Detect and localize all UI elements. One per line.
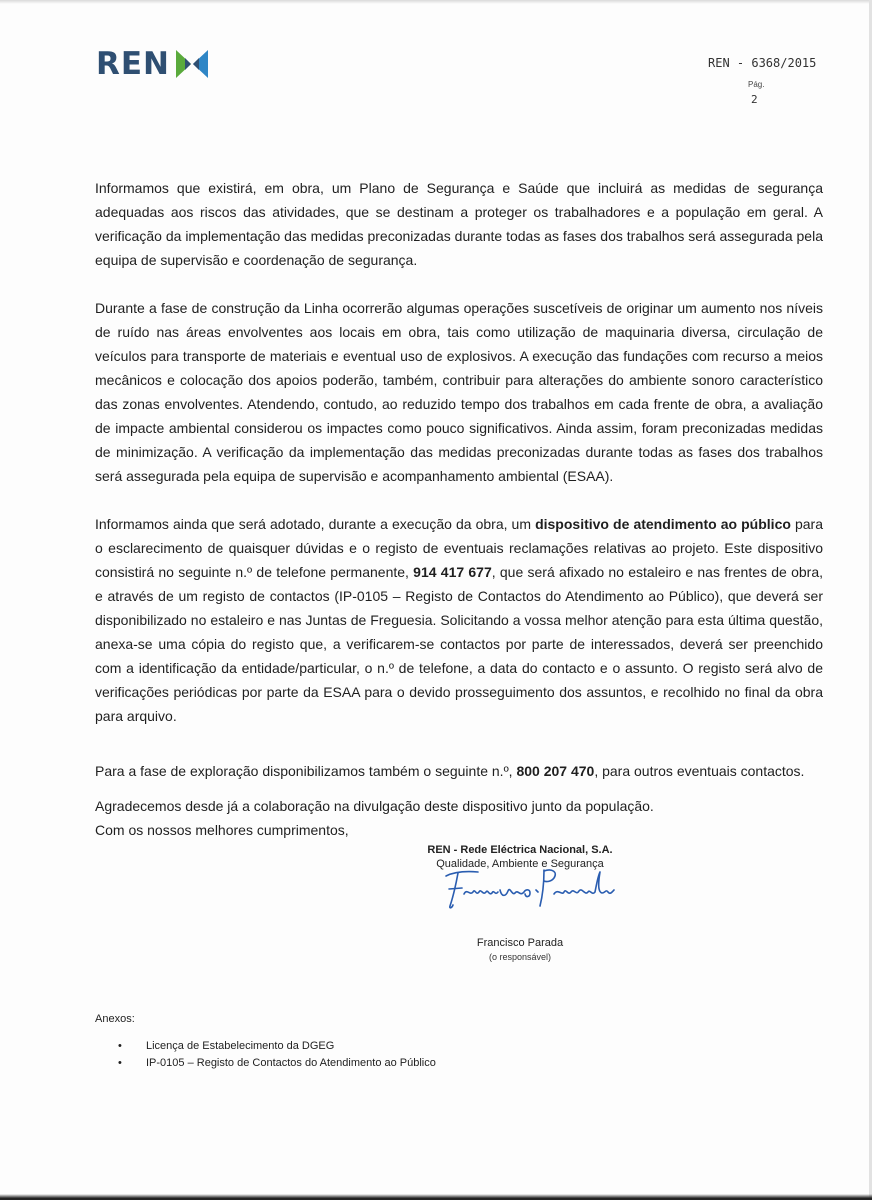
annexes-title: Anexos: — [95, 1013, 135, 1025]
paragraph-thanks: Agradecemos desde já a colaboração na divulgação deste dispositivo junto da população. — [95, 798, 654, 814]
phone-number-exploration: 800 207 470 — [516, 763, 595, 779]
scan-edge-top — [0, 0, 872, 4]
signature-department: Qualidade, Ambiente e Segurança — [436, 858, 604, 870]
phone-number-permanent: 914 417 677 — [413, 564, 492, 580]
closing-salutation: Com os nossos melhores cumprimentos, — [95, 822, 349, 838]
page-label: Pág. — [748, 80, 765, 89]
annex-item-label: IP-0105 – Registo de Contactos do Atendimento ao Público — [146, 1057, 436, 1069]
text-run: Para a fase de exploração disponibilizamos também o seguinte n.º, — [95, 763, 517, 779]
text-run: para o esclarecimento de quaisquer dúvidas e o registo de eventuais reclamações relativas ao projeto. Este dispositivo consistirá no seguinte n.º de telefone permanente, — [95, 516, 823, 580]
list-item — [118, 1055, 436, 1072]
bullet: • — [118, 1057, 122, 1069]
highlight-public-service: dispositivo de atendimento ao público — [535, 516, 791, 532]
signatory-role: (o responsável) — [488, 952, 552, 962]
page-number: 2 — [751, 93, 758, 106]
signature-company: REN - Rede Eléctrica Nacional, S.A. — [427, 844, 613, 856]
paragraph-exploration-contact — [95, 759, 823, 783]
ren-bowtie-icon — [176, 50, 208, 78]
text-run: , que será afixado no estaleiro e nas frentes de obra, e através de um registo de contactos (IP-0105 – Registo de Contactos do Atendimento ao Público), que deverá ser disponibilizado no estaleiro e nas Juntas de Freguesia. Solicitando a vossa melhor atenção para esta última questão, anexa-se uma cópia do registo que, a verificarem-se contactos por parte de interessados, deverá ser preenchido com a identificação da entidade/particular, o n.º de telefone, a data do contacto e o assunto. O registo será alvo de verificações periódicas por parte da ESAA para o devido prosseguimento dos assuntos, e recolhido no final da obra para arquivo. — [95, 564, 823, 724]
paragraph-safety-plan: Informamos que existirá, em obra, um Plano de Segurança e Saúde que incluirá as medidas de segurança adequadas aos riscos das atividades, que se destinam a proteger os trabalhadores e a população em geral. A verificação da implementação das medidas preconizadas durante todas as fases dos trabalhos será assegurada pela equipa de supervisão e coordenação de segurança. — [95, 180, 823, 268]
document-reference: REN - 6368/2015 — [708, 56, 817, 70]
annexes-list — [118, 1038, 436, 1072]
handwritten-signature — [440, 862, 620, 914]
text-run: Informamos ainda que será adotado, durante a execução da obra, um — [95, 516, 536, 532]
logo-text: REN — [96, 45, 170, 82]
paragraph-noise: Durante a fase de construção da Linha ocorrerão algumas operações suscetíveis de originar um aumento nos níveis de ruído nas áreas envolventes aos locais em obra, tais como utilização de maquinaria diversa, circulação de veículos para transporte de materiais e eventual uso de explosivos. A execução das fundações com recurso a meios mecânicos e colocação dos apoios poderão, também, contribuir para alterações do ambiente sonoro característico das zonas envolventes. Atendendo, contudo, ao reduzido tempo dos trabalhos em cada frente de obra, a avaliação de impacte ambiental considerou os impactes como pouco significativos. Ainda assim, foram preconizadas medidas de minimização. A verificação da implementação das medidas preconizadas durante todas as fases dos trabalhos será assegurada pela equipa de supervisão e acompanhamento ambiental (ESAA). — [95, 300, 823, 484]
list-item — [118, 1038, 436, 1055]
paragraph-public-service — [95, 512, 823, 728]
annex-item-label: Licença de Estabelecimento da DGEG — [146, 1040, 335, 1052]
scan-edge-bottom — [0, 1194, 872, 1200]
bullet: • — [118, 1040, 122, 1052]
text-run: , para outros eventuais contactos. — [594, 763, 805, 779]
signatory-name: Francisco Parada — [476, 937, 564, 949]
ren-logo — [96, 44, 208, 84]
